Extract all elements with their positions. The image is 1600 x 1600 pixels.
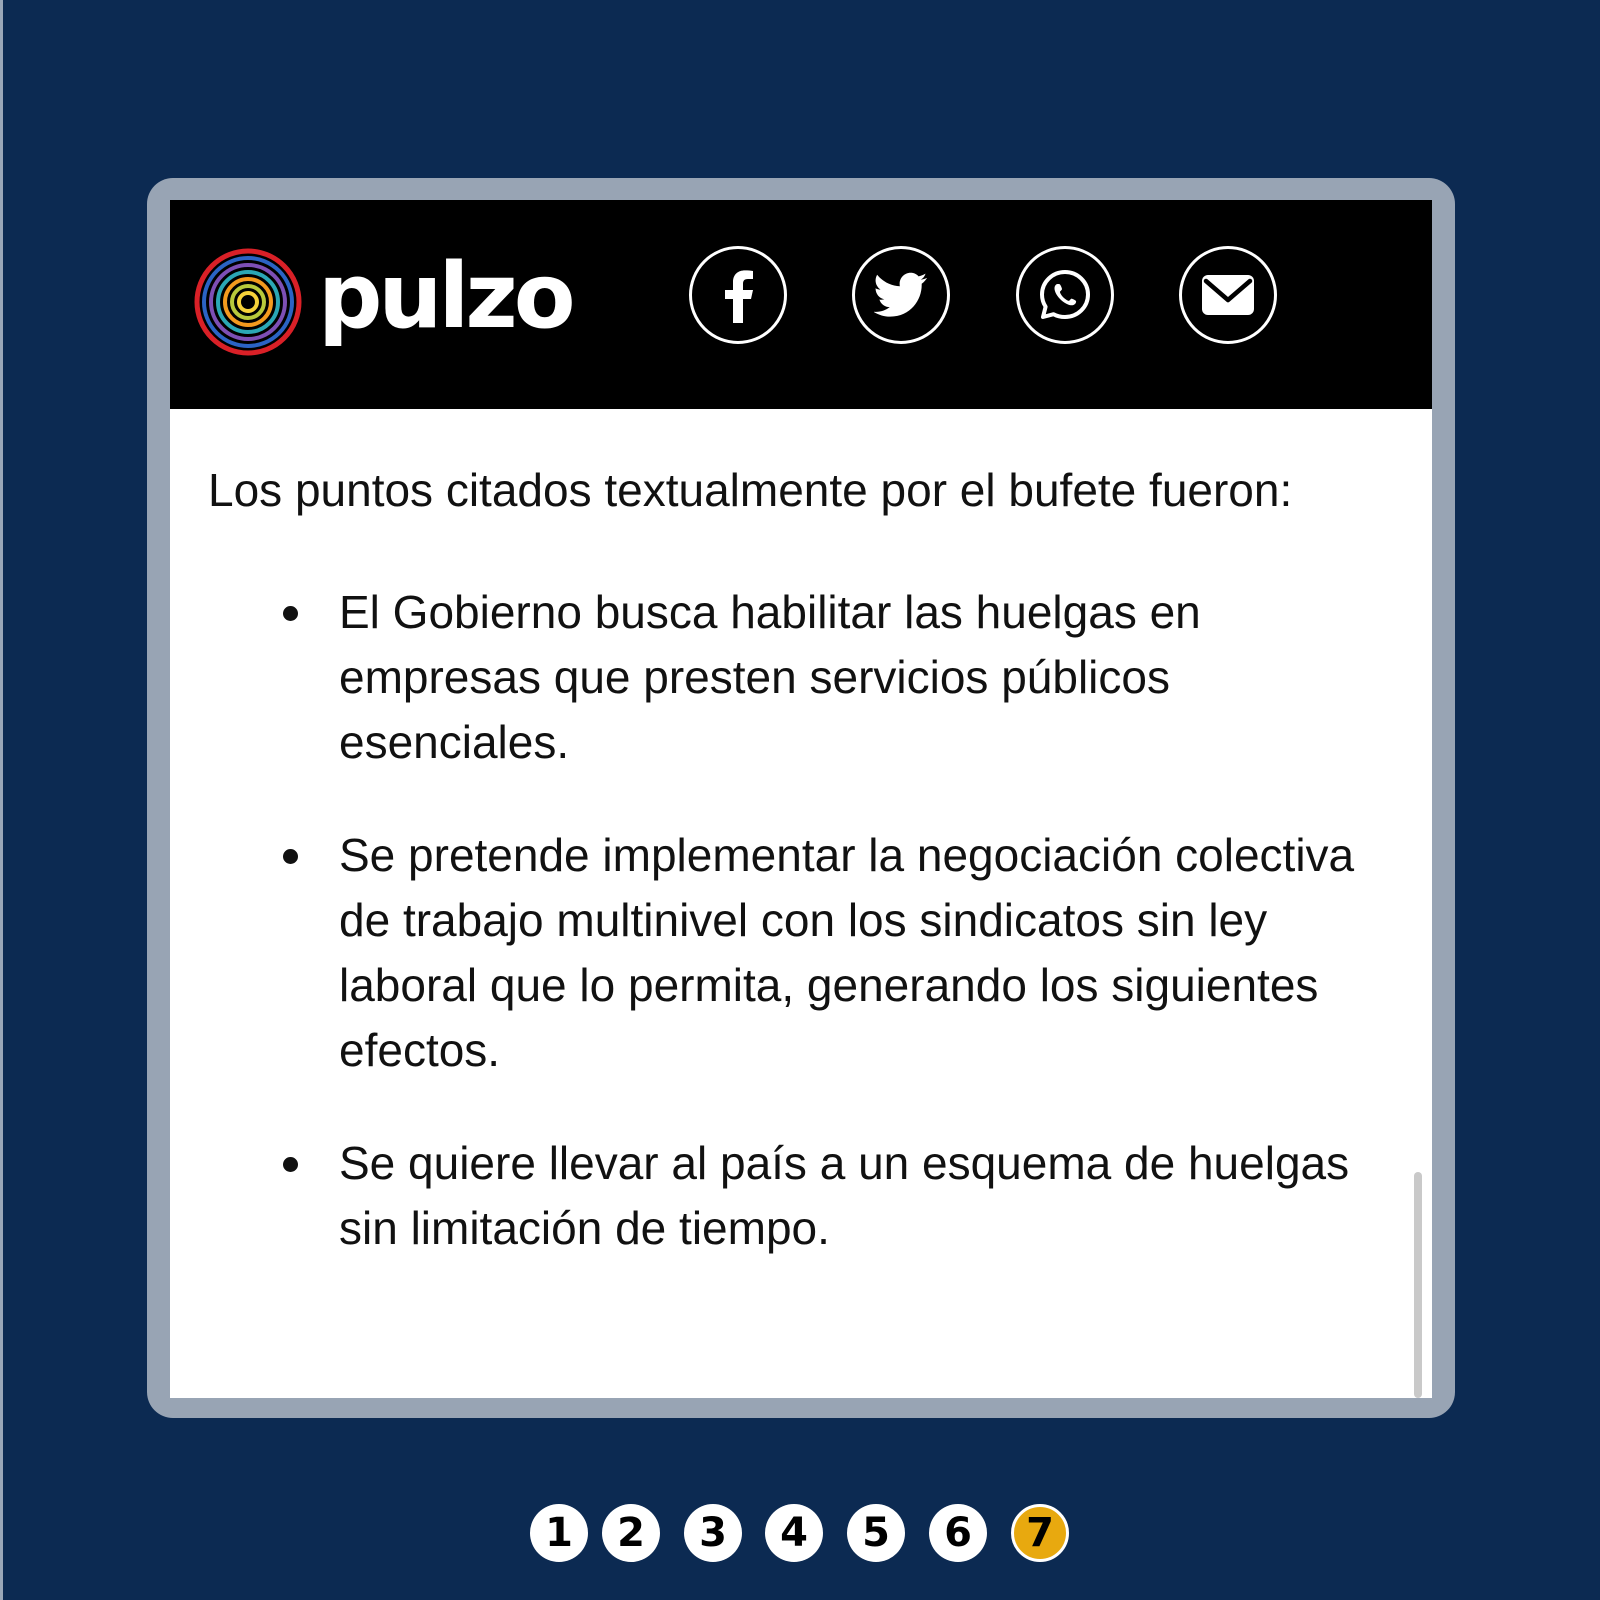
twitter-share-button[interactable] <box>852 246 950 344</box>
bullet-item <box>208 823 1388 1083</box>
page-3-button[interactable]: 3 <box>684 1504 742 1562</box>
scrollbar-thumb[interactable] <box>1414 1172 1422 1398</box>
twitter-icon <box>874 272 928 318</box>
facebook-icon <box>713 265 763 325</box>
page-4-button[interactable]: 4 <box>765 1504 823 1562</box>
bullet-dot <box>283 606 298 621</box>
pagination <box>0 1504 1600 1562</box>
email-icon <box>1200 273 1256 317</box>
left-edge-line <box>0 0 3 1600</box>
page-1-button[interactable]: 1 <box>530 1504 588 1562</box>
article-intro: Los puntos citados textualmente por el bufete fueron: <box>208 464 1293 516</box>
page-2-button[interactable]: 2 <box>602 1504 660 1562</box>
bullet-text: El Gobierno busca habilitar las huelgas en empresas que presten servicios públicos esenciales. <box>339 586 1201 768</box>
pulzo-logo-icon <box>193 247 303 357</box>
bullet-list <box>208 580 1388 1261</box>
pulzo-header-bar <box>170 200 1432 409</box>
email-share-button[interactable] <box>1179 246 1277 344</box>
pulzo-wordmark: pulzo <box>318 244 572 349</box>
bullet-item <box>208 580 1388 775</box>
page-6-button[interactable]: 6 <box>929 1504 987 1562</box>
facebook-share-button[interactable] <box>689 246 787 344</box>
whatsapp-icon <box>1037 267 1093 323</box>
bullet-dot <box>283 849 298 864</box>
whatsapp-share-button[interactable] <box>1016 246 1114 344</box>
bullet-text: Se pretende implementar la negociación colectiva de trabajo multinivel con los sindicatos sin ley laboral que lo permita, generando los siguientes efectos. <box>339 829 1355 1076</box>
article-body <box>208 444 1388 1309</box>
bullet-text: Se quiere llevar al país a un esquema de huelgas sin limitación de tiempo. <box>339 1137 1350 1254</box>
page-5-button[interactable]: 5 <box>847 1504 905 1562</box>
bullet-dot <box>283 1157 298 1172</box>
article-card <box>170 200 1432 1398</box>
bullet-item <box>208 1131 1388 1261</box>
page-7-button-current[interactable]: 7 <box>1011 1504 1069 1562</box>
